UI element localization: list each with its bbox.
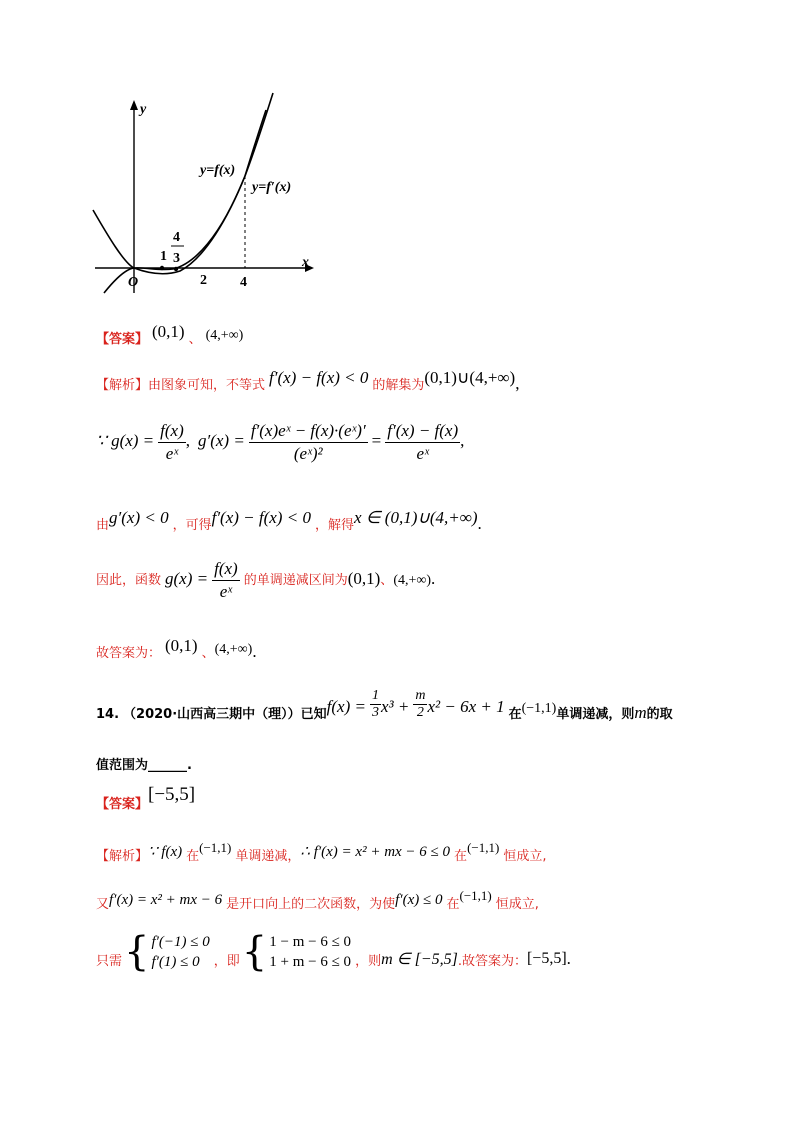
l1-int2: (−1,1) <box>467 840 500 855</box>
answer-sep: 、 <box>188 332 202 347</box>
l2-f: f′(x) = x² + mx − 6 <box>109 892 223 908</box>
comma-2: , <box>460 431 465 451</box>
inequality: f′(x) − f(x) < 0 <box>269 368 369 387</box>
question-frac-2: $\frac{m}{2}$ <box>415 688 426 720</box>
analysis-1-line-4 <box>96 558 435 603</box>
line4-i2: (4,+∞) <box>393 573 432 589</box>
equals: = <box>371 431 382 451</box>
x-axis-label: x <box>302 255 309 270</box>
system-2: 1 − m − 6 ≤ 0 1 + m − 6 ≤ 0 <box>269 934 352 970</box>
l2-cond: f′(x) ≤ 0 <box>395 892 443 908</box>
label-f: y=f(x) <box>200 163 236 178</box>
analysis-mid: 的解集为 <box>372 378 425 393</box>
question-interval: (−1,1) <box>521 701 557 716</box>
analysis-2-tag: 【解析】 <box>96 849 149 864</box>
brace-1: { <box>124 929 150 975</box>
gprime-lhs: g′(x) = <box>198 431 245 451</box>
question-var: m <box>634 703 647 722</box>
comma: , <box>185 431 190 451</box>
question-frac-1: $\frac{1}{3}$ <box>371 688 379 720</box>
tick-4-3-den: 3 <box>173 251 180 266</box>
point-4-3 <box>174 267 178 271</box>
question-tail: 单调递减，则 <box>556 707 635 722</box>
analysis-end: , <box>515 374 520 393</box>
l1-therefore: ∴ f′(x) = x² + mx − 6 ≤ 0 <box>300 844 451 860</box>
y-axis-label: y <box>140 102 147 117</box>
answer-2-value: [−5,5] <box>148 784 196 805</box>
tick-2-label: 2 <box>200 273 207 288</box>
l1-c: 在 <box>454 849 468 864</box>
l2-d: 恒成立, <box>495 897 539 912</box>
line3-end: . <box>477 514 482 533</box>
line4-fraction: $\frac{f(x)}{\text{eˣ}}$ <box>214 559 238 601</box>
l3-end: . <box>566 949 571 968</box>
question-tail2: 的取 <box>646 707 673 722</box>
question-number: 14. <box>96 707 120 722</box>
analysis-2-line-3 <box>96 929 571 975</box>
l2-int: (−1,1) <box>459 888 492 903</box>
answer-2-tag: 【答案】 <box>96 797 149 812</box>
l3-res: m ∈ [−5,5] <box>381 951 458 968</box>
answer-line-1 <box>96 322 243 348</box>
system-1: f′(−1) ≤ 0 f′(1) ≤ 0 <box>151 934 210 970</box>
question-14 <box>96 688 673 723</box>
answer-line-2 <box>96 784 195 812</box>
brace-2: { <box>241 929 268 975</box>
analysis-2-line-1 <box>96 840 546 865</box>
question-term-1: x³ + <box>380 697 410 716</box>
l2-c: 在 <box>446 897 460 912</box>
g-fraction: $\frac{f(x)}{\text{eˣ}}$ <box>160 421 184 463</box>
line4-a: 因此，函数 <box>96 573 162 589</box>
l1-int: (−1,1) <box>199 840 232 855</box>
l1-a: 在 <box>186 849 200 864</box>
simplified-fraction: $\frac{f'(x) - f(x)}{\text{eˣ}}$ <box>387 421 459 463</box>
label-fprime: y=f′(x) <box>252 180 292 195</box>
function-graph <box>90 88 330 303</box>
analysis-2-line-2 <box>96 888 539 913</box>
line3-cond: g′(x) < 0 <box>109 508 169 527</box>
line3-b: ，可得 <box>172 518 212 533</box>
analysis-tag: 【解析】 <box>96 378 149 393</box>
l3-b: ，即 <box>213 953 240 969</box>
line5-i2: (4,+∞) <box>214 642 253 657</box>
analysis-intro: 由图象可知，不等式 <box>148 378 266 393</box>
gprime-fraction: $\frac{\text{f′(x)eˣ − f(x)·(eˣ)′}}{\text{(eˣ)²}}$ <box>250 421 366 463</box>
l3-d: .故答案为： <box>457 953 527 969</box>
line3-set: x ∈ (0,1)∪(4,+∞) <box>353 508 478 527</box>
l1-because: ∵ f(x) <box>148 844 183 860</box>
l3-a: 只需 <box>96 953 123 969</box>
origin-label: O <box>128 275 139 290</box>
line5-sep: 、 <box>201 646 215 661</box>
analysis-1-line-3 <box>96 508 482 534</box>
l3-ans: [−5,5] <box>526 950 567 967</box>
line5-end: . <box>252 642 257 661</box>
line4-b: 的单调递减区间为 <box>243 573 348 589</box>
line4-i1: (0,1) <box>347 569 381 589</box>
y-axis-arrow <box>130 100 138 110</box>
point-1 <box>160 266 164 270</box>
curve-f <box>104 93 273 293</box>
answer-interval-b: (4,+∞) <box>205 328 244 343</box>
line5-i1: (0,1) <box>165 636 198 655</box>
solution-set: (0,1)∪(4,+∞) <box>424 368 516 387</box>
line3-c: ，解得 <box>314 518 354 533</box>
l1-d: 恒成立, <box>503 849 547 864</box>
tick-4-3-num: 4 <box>173 230 180 245</box>
question-source: （2020·山西高三期中（理））已知 <box>123 707 327 722</box>
question-func-lhs: f(x) = <box>326 697 366 716</box>
question-term-2: x² − 6x + 1 <box>427 697 505 716</box>
tick-1-label: 1 <box>160 249 167 264</box>
l3-c: ，则 <box>355 953 382 969</box>
l1-b: 单调递减， <box>235 849 301 864</box>
analysis-1-line-2 <box>96 420 464 465</box>
line5-a: 故答案为： <box>96 646 162 661</box>
line4-g: g(x) = <box>165 569 209 589</box>
l2-a: 又 <box>96 897 110 912</box>
l2-b: 是开口向上的二次函数，为使 <box>226 897 396 912</box>
line4-sep: 、 <box>380 573 394 589</box>
answer-interval-a: (0,1) <box>152 322 185 341</box>
analysis-1-line-1 <box>96 368 519 394</box>
line3-ineq: f′(x) − f(x) < 0 <box>211 508 311 527</box>
question-14-line-2: 值范围为______. <box>96 758 192 773</box>
line3-a: 由 <box>96 518 110 533</box>
analysis-1-line-5 <box>96 636 257 662</box>
question-mid: 在 <box>508 707 522 722</box>
line4-end: . <box>431 569 436 589</box>
answer-tag: 【答案】 <box>96 332 149 347</box>
curve-fprime <box>93 110 266 274</box>
tick-4-label: 4 <box>240 275 247 290</box>
g-definition: ∵ g(x) = <box>96 431 155 451</box>
